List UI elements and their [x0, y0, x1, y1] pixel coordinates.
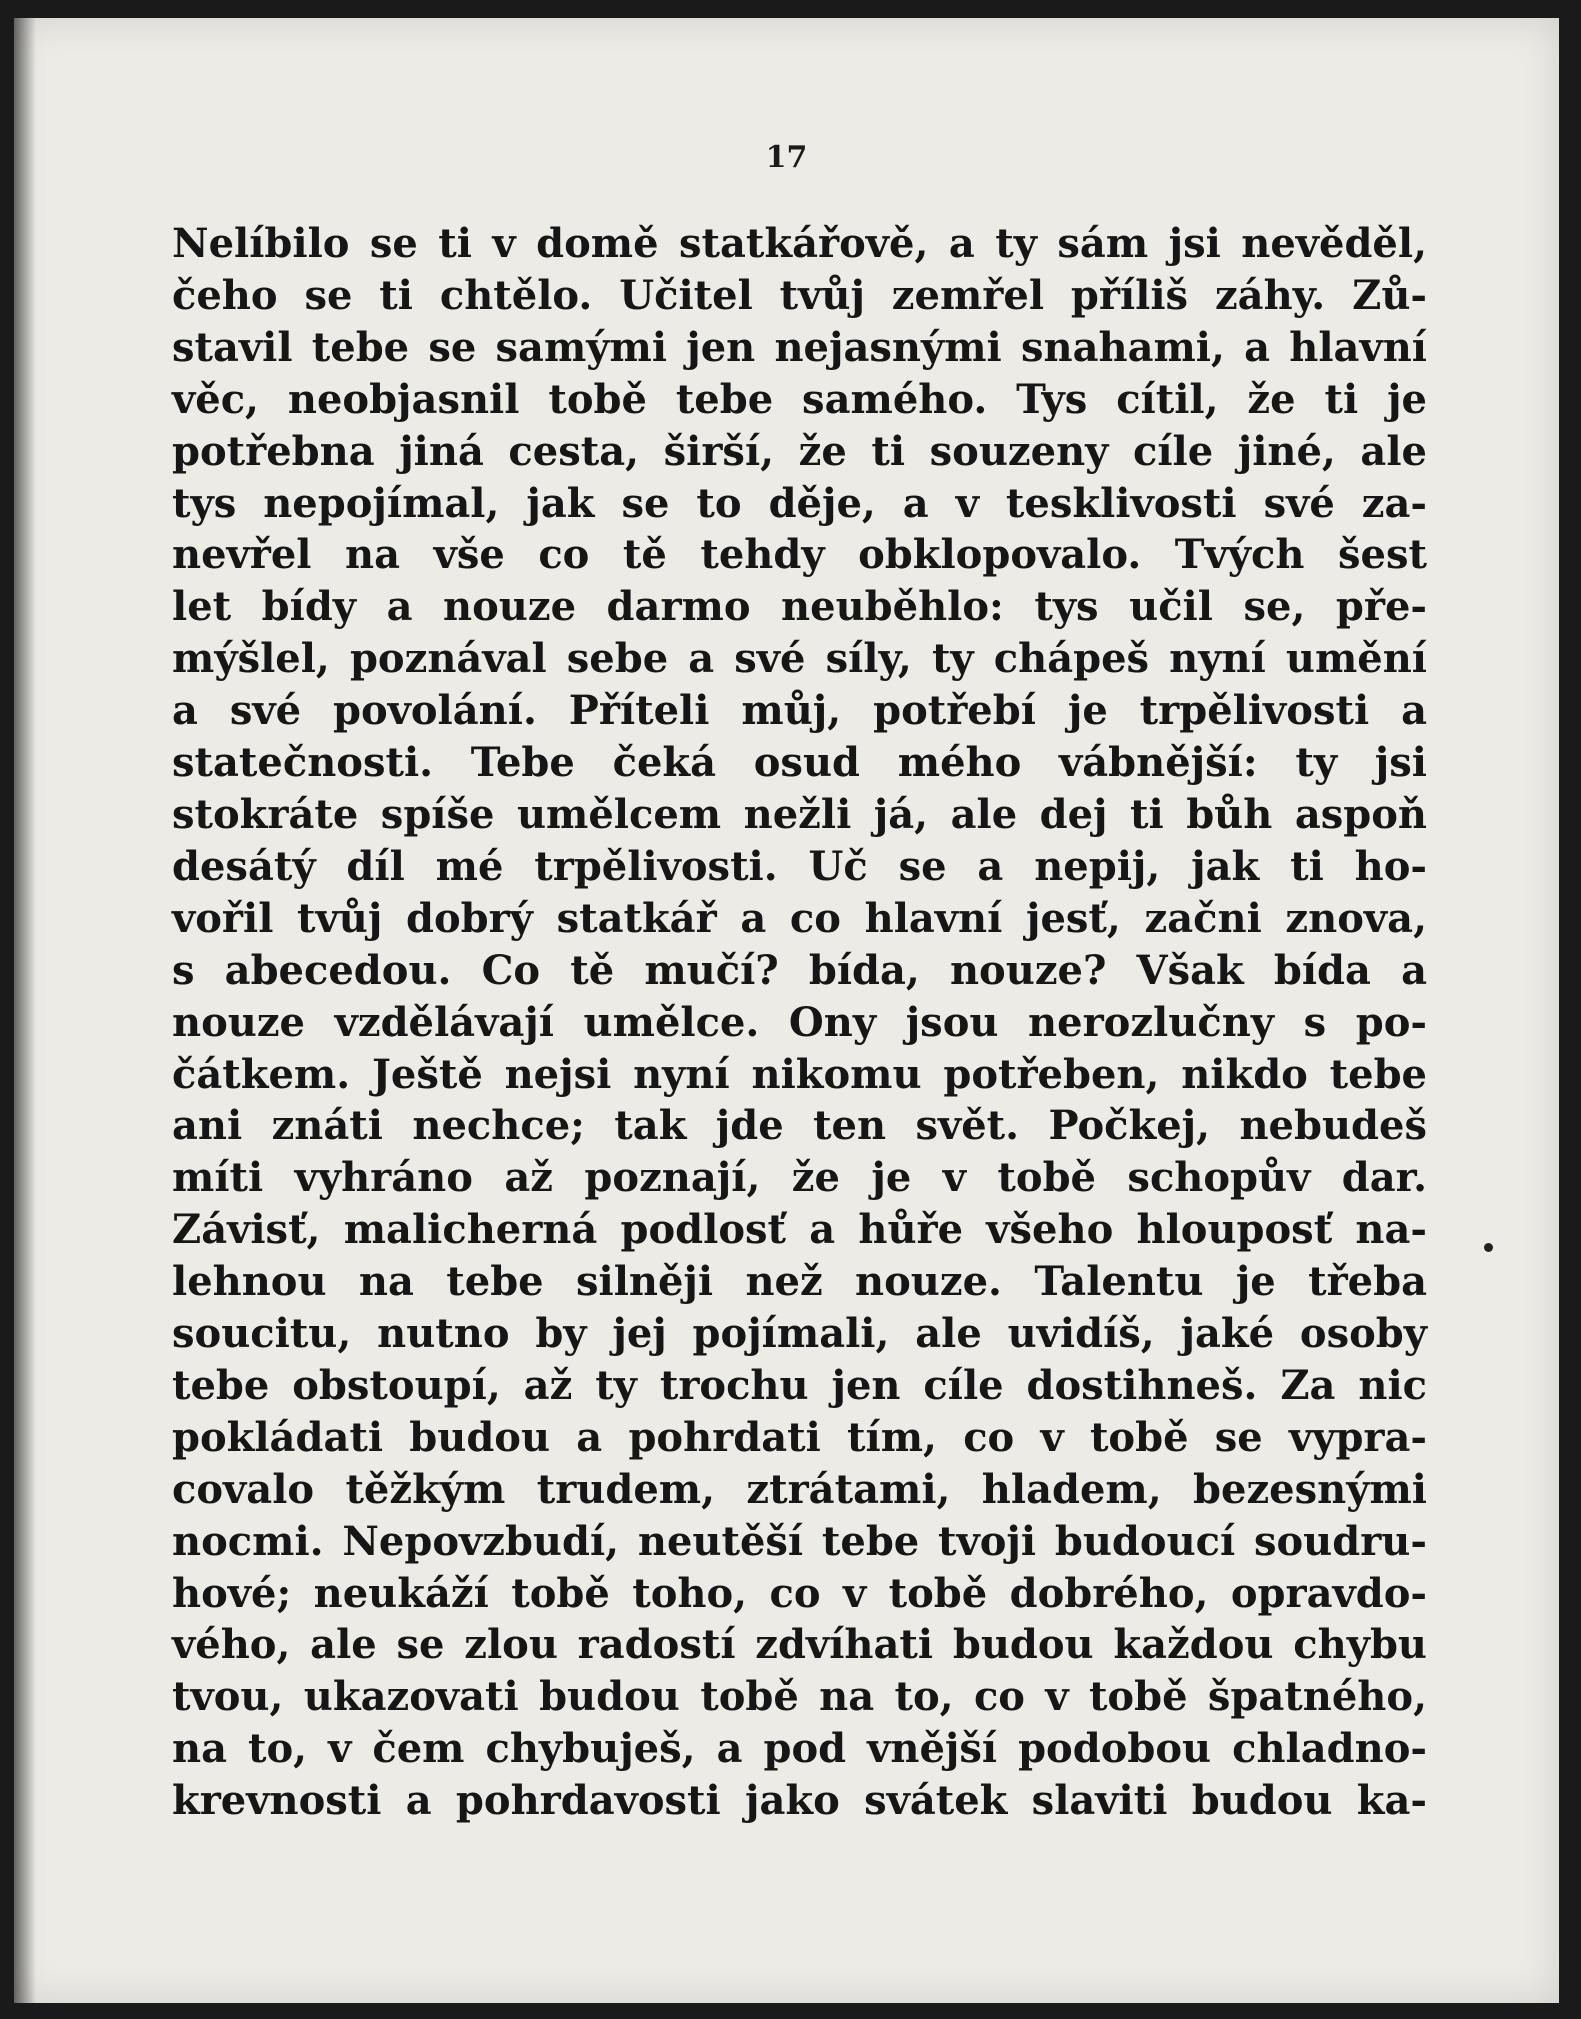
text-line: stavil tebe se samými jen nejasnými snahami, a hlavní	[172, 323, 1427, 371]
text-line: let bídy a nouze darmo neuběhlo: tys učil se, pře-	[172, 583, 1427, 631]
text-line: míti vyhráno až poznají, že je v tobě schopův dar.	[172, 1154, 1427, 1202]
text-line: Závisť, malicherná podlosť a hůře všeho hlouposť na-	[172, 1206, 1427, 1254]
text-line: nouze vzdělávají umělce. Ony jsou nerozlučny s po-	[172, 998, 1427, 1046]
ink-speck	[1484, 1243, 1493, 1252]
text-line: vořil tvůj dobrý statkář a co hlavní jesť, začni znova,	[172, 894, 1427, 942]
text-line: vého, ale se zlou radostí zdvíhati budou každou chybu	[172, 1621, 1427, 1669]
text-line: ani znáti nechce; tak jde ten svět. Počkej, nebudeš	[172, 1102, 1427, 1150]
book-page	[14, 18, 1559, 2003]
text-line: Nelíbilo se ti v domě statkářově, a ty sám jsi nevěděl,	[172, 220, 1427, 267]
text-line: covalo těžkým trudem, ztrátami, hladem, bezesnými	[172, 1465, 1427, 1513]
page-text	[172, 218, 1427, 1827]
page-binding-shadow	[14, 18, 36, 2003]
text-line: mýšlel, poznával sebe a své síly, ty chápeš nyní umění	[172, 635, 1427, 683]
text-line: soucitu, nutno by jej pojímali, ale uvidíš, jaké osoby	[172, 1310, 1427, 1358]
text-line: pokládati budou a pohrdati tím, co v tobě se vypra-	[172, 1413, 1427, 1461]
text-line: nevřel na vše co tě tehdy obklopovalo. Tvých šest	[172, 531, 1427, 579]
text-line: čátkem. Ještě nejsi nyní nikomu potřeben, nikdo tebe	[172, 1050, 1427, 1098]
text-line: čeho se ti chtělo. Učitel tvůj zemřel příliš záhy. Zů-	[172, 271, 1427, 319]
text-line: a své povolání. Příteli můj, potřebí je trpělivosti a	[172, 687, 1427, 735]
text-line: krevnosti a pohrdavosti jako svátek slaviti budou ka-	[172, 1777, 1427, 1825]
text-line: věc, neobjasnil tobě tebe samého. Tys cítil, že ti je	[172, 375, 1427, 423]
text-line: potřebna jiná cesta, širší, že ti souzeny cíle jiné, ale	[172, 427, 1427, 475]
page-number: 17	[765, 140, 808, 175]
text-line: s abecedou. Co tě mučí? bída, nouze? Však bída a	[172, 946, 1427, 994]
text-line: lehnou na tebe silněji než nouze. Talentu je třeba	[172, 1258, 1427, 1306]
text-line: desátý díl mé trpělivosti. Uč se a nepij, jak ti ho-	[172, 842, 1427, 890]
text-line: na to, v čem chybuješ, a pod vnější podobou chladno-	[172, 1725, 1427, 1773]
text-line: statečnosti. Tebe čeká osud mého vábnější: ty jsi	[172, 739, 1427, 787]
text-line: stokráte spíše umělcem nežli já, ale dej ti bůh aspoň	[172, 790, 1427, 838]
text-line: tvou, ukazovati budou tobě na to, co v tobě špatného,	[172, 1673, 1427, 1721]
text-line: nocmi. Nepovzbudí, neutěší tebe tvoji budoucí soudru-	[172, 1517, 1427, 1565]
text-line: tebe obstoupí, až ty trochu jen cíle dostihneš. Za nic	[172, 1361, 1427, 1409]
text-line: hové; neukáží tobě toho, co v tobě dobrého, opravdo-	[172, 1569, 1427, 1617]
text-line: tys nepojímal, jak se to děje, a v tesklivosti své za-	[172, 479, 1427, 527]
